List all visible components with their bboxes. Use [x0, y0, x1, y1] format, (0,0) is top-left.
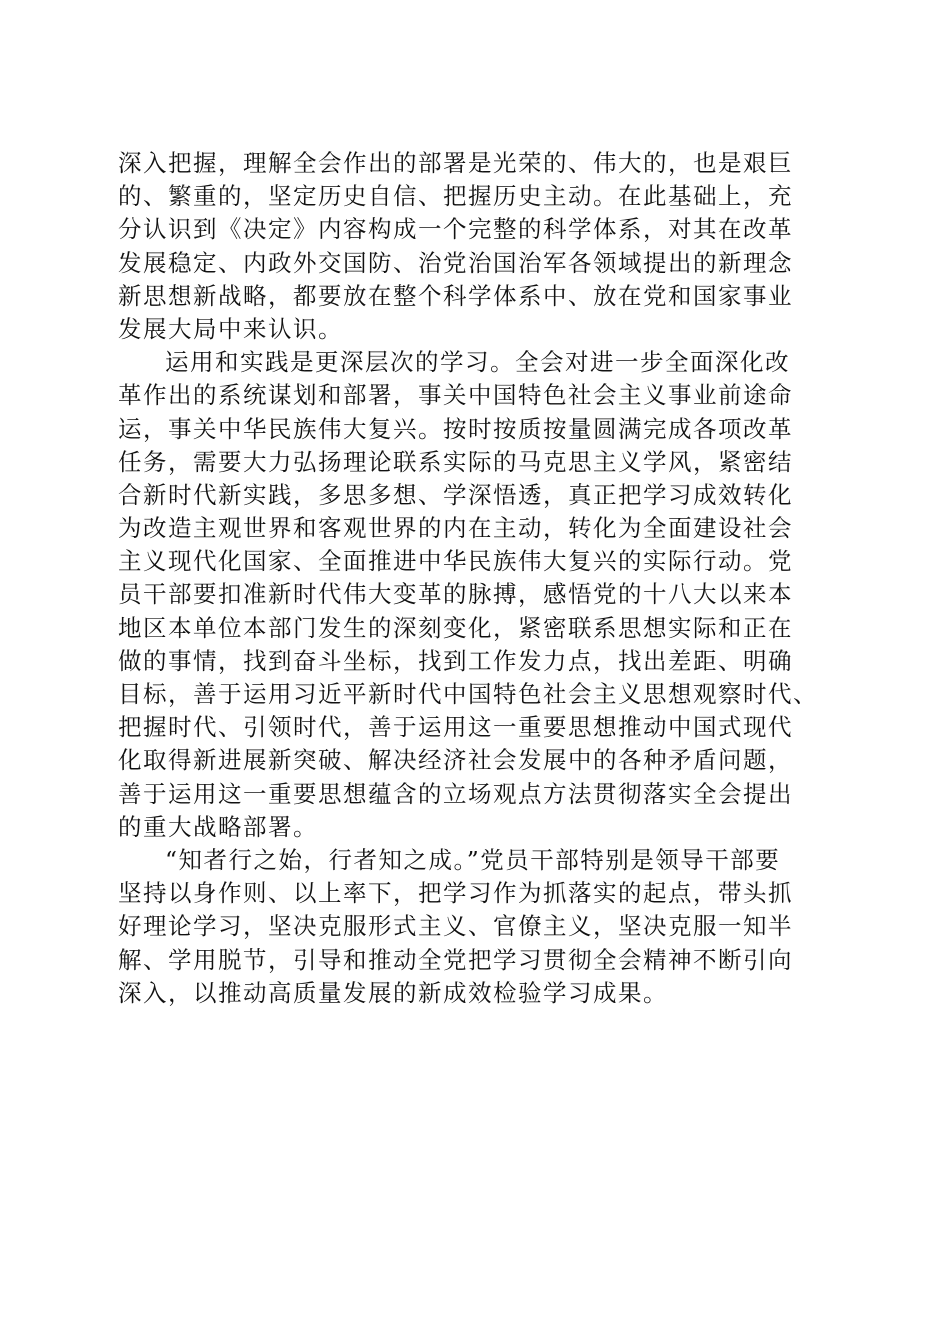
text-line: 主义现代化国家、全面推进中华民族伟大复兴的实际行动。党: [118, 547, 793, 576]
text-line: 把握时代、引领时代，善于运用这一重要思想推动中国式现代: [118, 713, 793, 742]
text-line: 做的事情，找到奋斗坐标，找到工作发力点，找出差距、明确: [118, 646, 793, 675]
text-line: 深入，以推动高质量发展的新成效检验学习成果。: [118, 978, 668, 1007]
text-line: 目标，善于运用习近平新时代中国特色社会主义思想观察时代、: [118, 680, 818, 708]
text-line: 新思想新战略，都要放在整个科学体系中、放在党和国家事业: [118, 281, 793, 310]
text-line: 深入把握，理解全会作出的部署是光荣的、伟大的，也是艰巨: [118, 149, 793, 177]
text-line: 的重大战略部署。: [118, 812, 318, 841]
text-line: 为改造主观世界和客观世界的内在主动，转化为全面建设社会: [118, 514, 793, 543]
body-text: [118, 147, 838, 1010]
text-line: 的、繁重的，坚定历史自信、把握历史主动。在此基础上，充: [118, 182, 793, 211]
text-line: 合新时代新实践，多思多想、学深悟透，真正把学习成效转化: [118, 480, 793, 509]
text-line: 发展大局中来认识。: [118, 314, 343, 343]
text-line: 坚持以身作则、以上率下，把学习作为抓落实的起点，带头抓: [118, 879, 793, 908]
paragraph-first-line: 运用和实践是更深层次的学习。全会对进一步全面深化改: [165, 348, 790, 377]
text-line: 好理论学习，坚决克服形式主义、官僚主义，坚决克服一知半: [118, 912, 793, 941]
text-line: 发展稳定、内政外交国防、治党治国治军各领域提出的新理念: [118, 248, 793, 277]
text-line: 地区本单位本部门发生的深刻变化，紧密联系思想实际和正在: [118, 613, 793, 642]
text-line: 善于运用这一重要思想蕴含的立场观点方法贯彻落实全会提出: [118, 779, 793, 808]
text-line: 任务，需要大力弘扬理论联系实际的马克思主义学风，紧密结: [118, 447, 793, 476]
paragraph-first-line: “知者行之始，行者知之成。”党员干部特别是领导干部要: [165, 845, 781, 874]
text-line: 分认识到《决定》内容构成一个完整的科学体系，对其在改革: [118, 215, 793, 244]
text-line: 革作出的系统谋划和部署，事关中国特色社会主义事业前途命: [118, 381, 793, 410]
text-line: 化取得新进展新突破、解决经济社会发展中的各种矛盾问题，: [118, 746, 793, 775]
text-line: 员干部要扣准新时代伟大变革的脉搏，感悟党的十八大以来本: [118, 580, 793, 609]
text-line: 运，事关中华民族伟大复兴。按时按质按量圆满完成各项改革: [118, 414, 793, 443]
text-line: 解、学用脱节，引导和推动全党把学习贯彻全会精神不断引向: [118, 945, 793, 974]
